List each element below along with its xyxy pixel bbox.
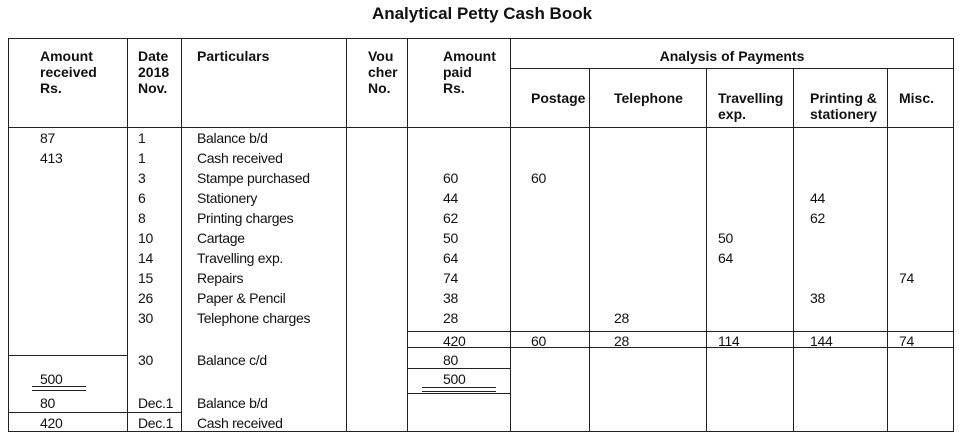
cell-received: 87 bbox=[40, 130, 55, 146]
cell-printing: 38 bbox=[810, 290, 825, 306]
cell-particulars: Stationery bbox=[197, 190, 258, 206]
total-travelling: 114 bbox=[718, 333, 740, 349]
grand-total-paid: 500 bbox=[443, 371, 466, 387]
cell-paid: 74 bbox=[443, 270, 458, 286]
col-header-voucher: Vou cher No. bbox=[368, 48, 398, 96]
balance-cd-date: 30 bbox=[138, 352, 153, 368]
col-header-misc: Misc. bbox=[899, 90, 935, 106]
cell-date: 1 bbox=[138, 150, 146, 166]
col-header-amount-paid: Amount paid Rs. bbox=[443, 48, 496, 96]
grand-total-received-underline bbox=[32, 386, 86, 391]
total-printing: 144 bbox=[810, 333, 833, 349]
cell-received: 413 bbox=[40, 150, 63, 166]
cell-particulars: Cartage bbox=[197, 230, 245, 246]
totals-top-line bbox=[407, 331, 954, 332]
balance-cd-paid: 80 bbox=[443, 352, 458, 368]
cell-date: 1 bbox=[138, 130, 146, 146]
col-header-telephone: Telephone bbox=[614, 90, 683, 106]
total-telephone: 28 bbox=[614, 333, 629, 349]
col-header-particulars: Particulars bbox=[197, 48, 270, 64]
cell-date: 8 bbox=[138, 210, 146, 226]
grand-total-received: 500 bbox=[40, 371, 63, 387]
col-divider bbox=[793, 68, 794, 431]
cell-particulars: Travelling exp. bbox=[197, 250, 284, 266]
col-header-analysis: Analysis of Payments bbox=[659, 48, 805, 64]
cell-particulars: Stampe purchased bbox=[197, 170, 310, 186]
cell-paid: 50 bbox=[443, 230, 458, 246]
col-header-postage: Postage bbox=[531, 90, 586, 106]
dec-row-2-particulars: Cash received bbox=[197, 415, 283, 431]
col-divider bbox=[589, 68, 590, 431]
cell-date: 30 bbox=[138, 310, 153, 326]
cell-particulars: Repairs bbox=[197, 270, 244, 286]
cell-particulars: Paper & Pencil bbox=[197, 290, 286, 306]
dec-row-2-date: Dec.1 bbox=[138, 415, 174, 431]
cell-particulars: Cash received bbox=[197, 150, 283, 166]
dec-row-1-date: Dec.1 bbox=[138, 395, 174, 411]
cell-postage: 60 bbox=[531, 170, 546, 186]
total-misc: 74 bbox=[899, 333, 914, 349]
cell-telephone: 28 bbox=[614, 310, 629, 326]
balance-cd-particulars: Balance c/d bbox=[197, 352, 267, 368]
cell-travelling: 64 bbox=[718, 250, 733, 266]
grand-total-paid-underline bbox=[422, 387, 496, 392]
cell-paid: 62 bbox=[443, 210, 458, 226]
total-paid: 420 bbox=[443, 333, 466, 349]
col-header-travelling: Travelling exp. bbox=[718, 90, 784, 122]
col-header-date: Date 2018 Nov. bbox=[138, 48, 170, 96]
analysis-divider bbox=[510, 68, 954, 69]
cell-printing: 62 bbox=[810, 210, 825, 226]
page-title: Analytical Petty Cash Book bbox=[371, 4, 593, 23]
cell-date: 14 bbox=[138, 250, 153, 266]
col-divider bbox=[510, 38, 511, 431]
received-section-line bbox=[8, 355, 127, 356]
cell-printing: 44 bbox=[810, 190, 825, 206]
cell-travelling: 50 bbox=[718, 230, 733, 246]
dec-row-1-particulars: Balance b/d bbox=[197, 395, 268, 411]
cell-misc: 74 bbox=[899, 270, 914, 286]
dec-row-1-received: 80 bbox=[40, 395, 55, 411]
col-divider bbox=[706, 68, 707, 431]
col-header-printing: Printing & stationery bbox=[810, 90, 877, 122]
total-postage: 60 bbox=[531, 333, 546, 349]
cell-paid: 64 bbox=[443, 250, 458, 266]
cell-date: 6 bbox=[138, 190, 146, 206]
cell-paid: 60 bbox=[443, 170, 458, 186]
header-divider bbox=[8, 127, 954, 128]
cell-date: 3 bbox=[138, 170, 146, 186]
totals-bottom-line bbox=[407, 347, 954, 348]
cell-paid: 38 bbox=[443, 290, 458, 306]
col-divider bbox=[127, 38, 128, 431]
col-divider bbox=[346, 38, 347, 431]
cell-particulars: Printing charges bbox=[197, 210, 294, 226]
col-divider bbox=[181, 38, 182, 431]
cell-date: 15 bbox=[138, 270, 153, 286]
cell-particulars: Balance b/d bbox=[197, 130, 268, 146]
col-header-amount-received: Amount received Rs. bbox=[40, 48, 97, 96]
cell-paid: 44 bbox=[443, 190, 458, 206]
col-divider bbox=[887, 68, 888, 431]
dec-row-line bbox=[8, 412, 181, 413]
dec-row-2-received: 420 bbox=[40, 415, 63, 431]
cell-particulars: Telephone charges bbox=[197, 310, 311, 326]
cell-date: 10 bbox=[138, 230, 153, 246]
paid-subtotal-line bbox=[407, 368, 510, 369]
cell-paid: 28 bbox=[443, 310, 458, 326]
cell-date: 26 bbox=[138, 290, 153, 306]
col-divider bbox=[407, 38, 408, 431]
paid-end-line bbox=[407, 393, 510, 394]
